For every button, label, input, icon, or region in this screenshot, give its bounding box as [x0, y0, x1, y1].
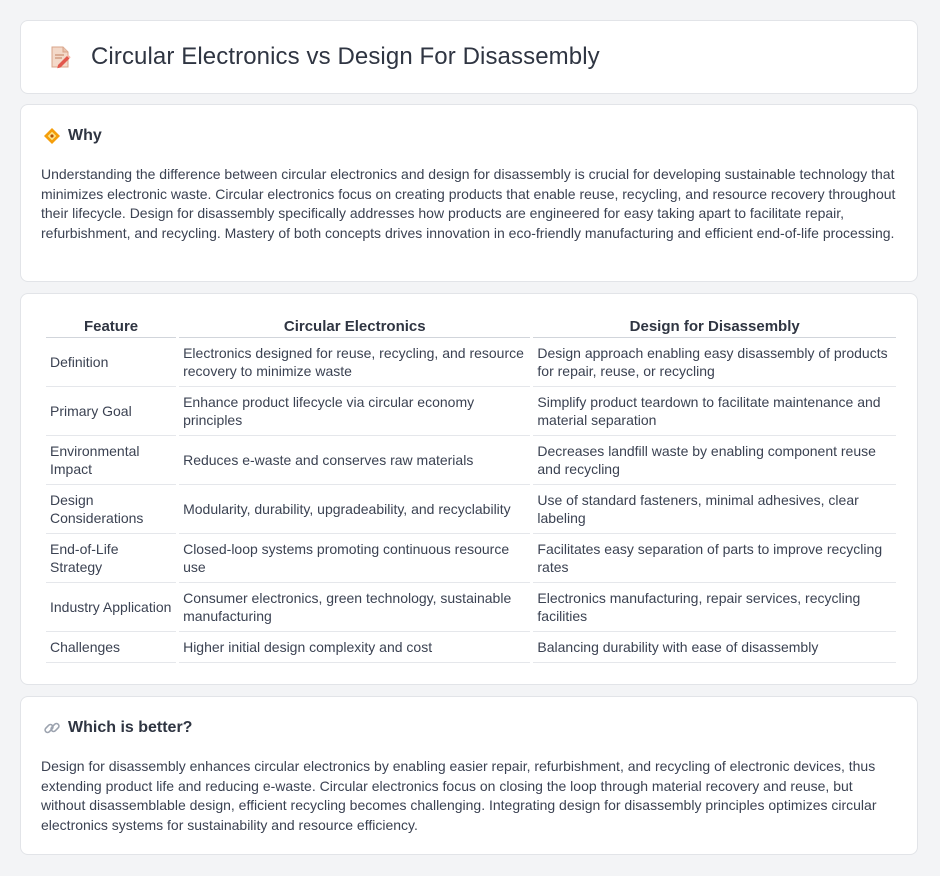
circular-electronics-cell: Closed-loop systems promoting continuous resource use	[179, 534, 530, 583]
page-title: Circular Electronics vs Design For Disassembly	[91, 43, 600, 70]
why-text: Understanding the difference between circular electronics and design for disassembly is crucial for developing sustainable technology that minimizes electronic waste. Circular electronics focus on creating products that enable reuse, recycling, and resource recovery throughout their lifecycle. Design for disassembly specifically addresses how products are engineered for easy taking apart to facilitate repair, refurbishment, and recycling. Mastery of both concepts drives innovation in eco-friendly manufacturing and efficient end-of-life processing.	[41, 166, 896, 241]
design-for-disassembly-cell: Decreases landfill waste by enabling component reuse and recycling	[533, 436, 896, 485]
column-header-design-for-disassembly: Design for Disassembly	[533, 317, 896, 338]
header-card	[20, 20, 918, 94]
why-heading: Why	[68, 127, 102, 144]
circular-electronics-cell: Electronics designed for reuse, recycling, and resource recovery to minimize waste	[179, 338, 530, 387]
feature-cell: Primary Goal	[46, 387, 176, 436]
column-header-feature: Feature	[46, 317, 176, 338]
better-text: Design for disassembly enhances circular electronics by enabling easier repair, refurbishment, and recycling of electronic devices, thus extending product life and reducing e-waste. Circular electronics focus on closing the loop through material recovery and reuse, but without disassemblable design, efficient recycling becomes challenging. Integrating design for disassembly principles optimizes circular electronics systems for sustainability and resource efficiency.	[41, 758, 877, 833]
table-row	[46, 534, 896, 583]
table-header-row	[46, 317, 896, 338]
circular-electronics-cell: Reduces e-waste and conserves raw materials	[179, 436, 530, 485]
design-for-disassembly-cell: Electronics manufacturing, repair services, recycling facilities	[533, 583, 896, 632]
feature-cell: Design Considerations	[46, 485, 176, 534]
table-row	[46, 583, 896, 632]
link-icon	[43, 719, 61, 737]
feature-cell: Definition	[46, 338, 176, 387]
feature-cell: End-of-Life Strategy	[46, 534, 176, 583]
table-row	[46, 485, 896, 534]
table-row	[46, 632, 896, 663]
feature-cell: Industry Application	[46, 583, 176, 632]
diamond-warning-icon	[43, 127, 61, 145]
design-for-disassembly-cell: Use of standard fasteners, minimal adhesives, clear labeling	[533, 485, 896, 534]
design-for-disassembly-cell: Balancing durability with ease of disassembly	[533, 632, 896, 663]
circular-electronics-cell: Modularity, durability, upgradeability, and recyclability	[179, 485, 530, 534]
comparison-section	[20, 293, 918, 685]
better-heading-row	[43, 719, 192, 737]
why-heading-row	[43, 127, 102, 145]
circular-electronics-cell: Enhance product lifecycle via circular economy principles	[179, 387, 530, 436]
why-section	[20, 104, 918, 282]
circular-electronics-cell: Consumer electronics, green technology, sustainable manufacturing	[179, 583, 530, 632]
design-for-disassembly-cell: Design approach enabling easy disassembly of products for repair, reuse, or recycling	[533, 338, 896, 387]
document-pencil-icon	[47, 44, 73, 70]
which-is-better-section	[20, 696, 918, 855]
feature-cell: Challenges	[46, 632, 176, 663]
table-row	[46, 387, 896, 436]
design-for-disassembly-cell: Simplify product teardown to facilitate maintenance and material separation	[533, 387, 896, 436]
comparison-table	[43, 317, 899, 663]
feature-cell: Environmental Impact	[46, 436, 176, 485]
column-header-circular-electronics: Circular Electronics	[179, 317, 530, 338]
better-heading: Which is better?	[68, 719, 193, 736]
design-for-disassembly-cell: Facilitates easy separation of parts to improve recycling rates	[533, 534, 896, 583]
table-row	[46, 338, 896, 387]
table-row	[46, 436, 896, 485]
circular-electronics-cell: Higher initial design complexity and cost	[179, 632, 530, 663]
